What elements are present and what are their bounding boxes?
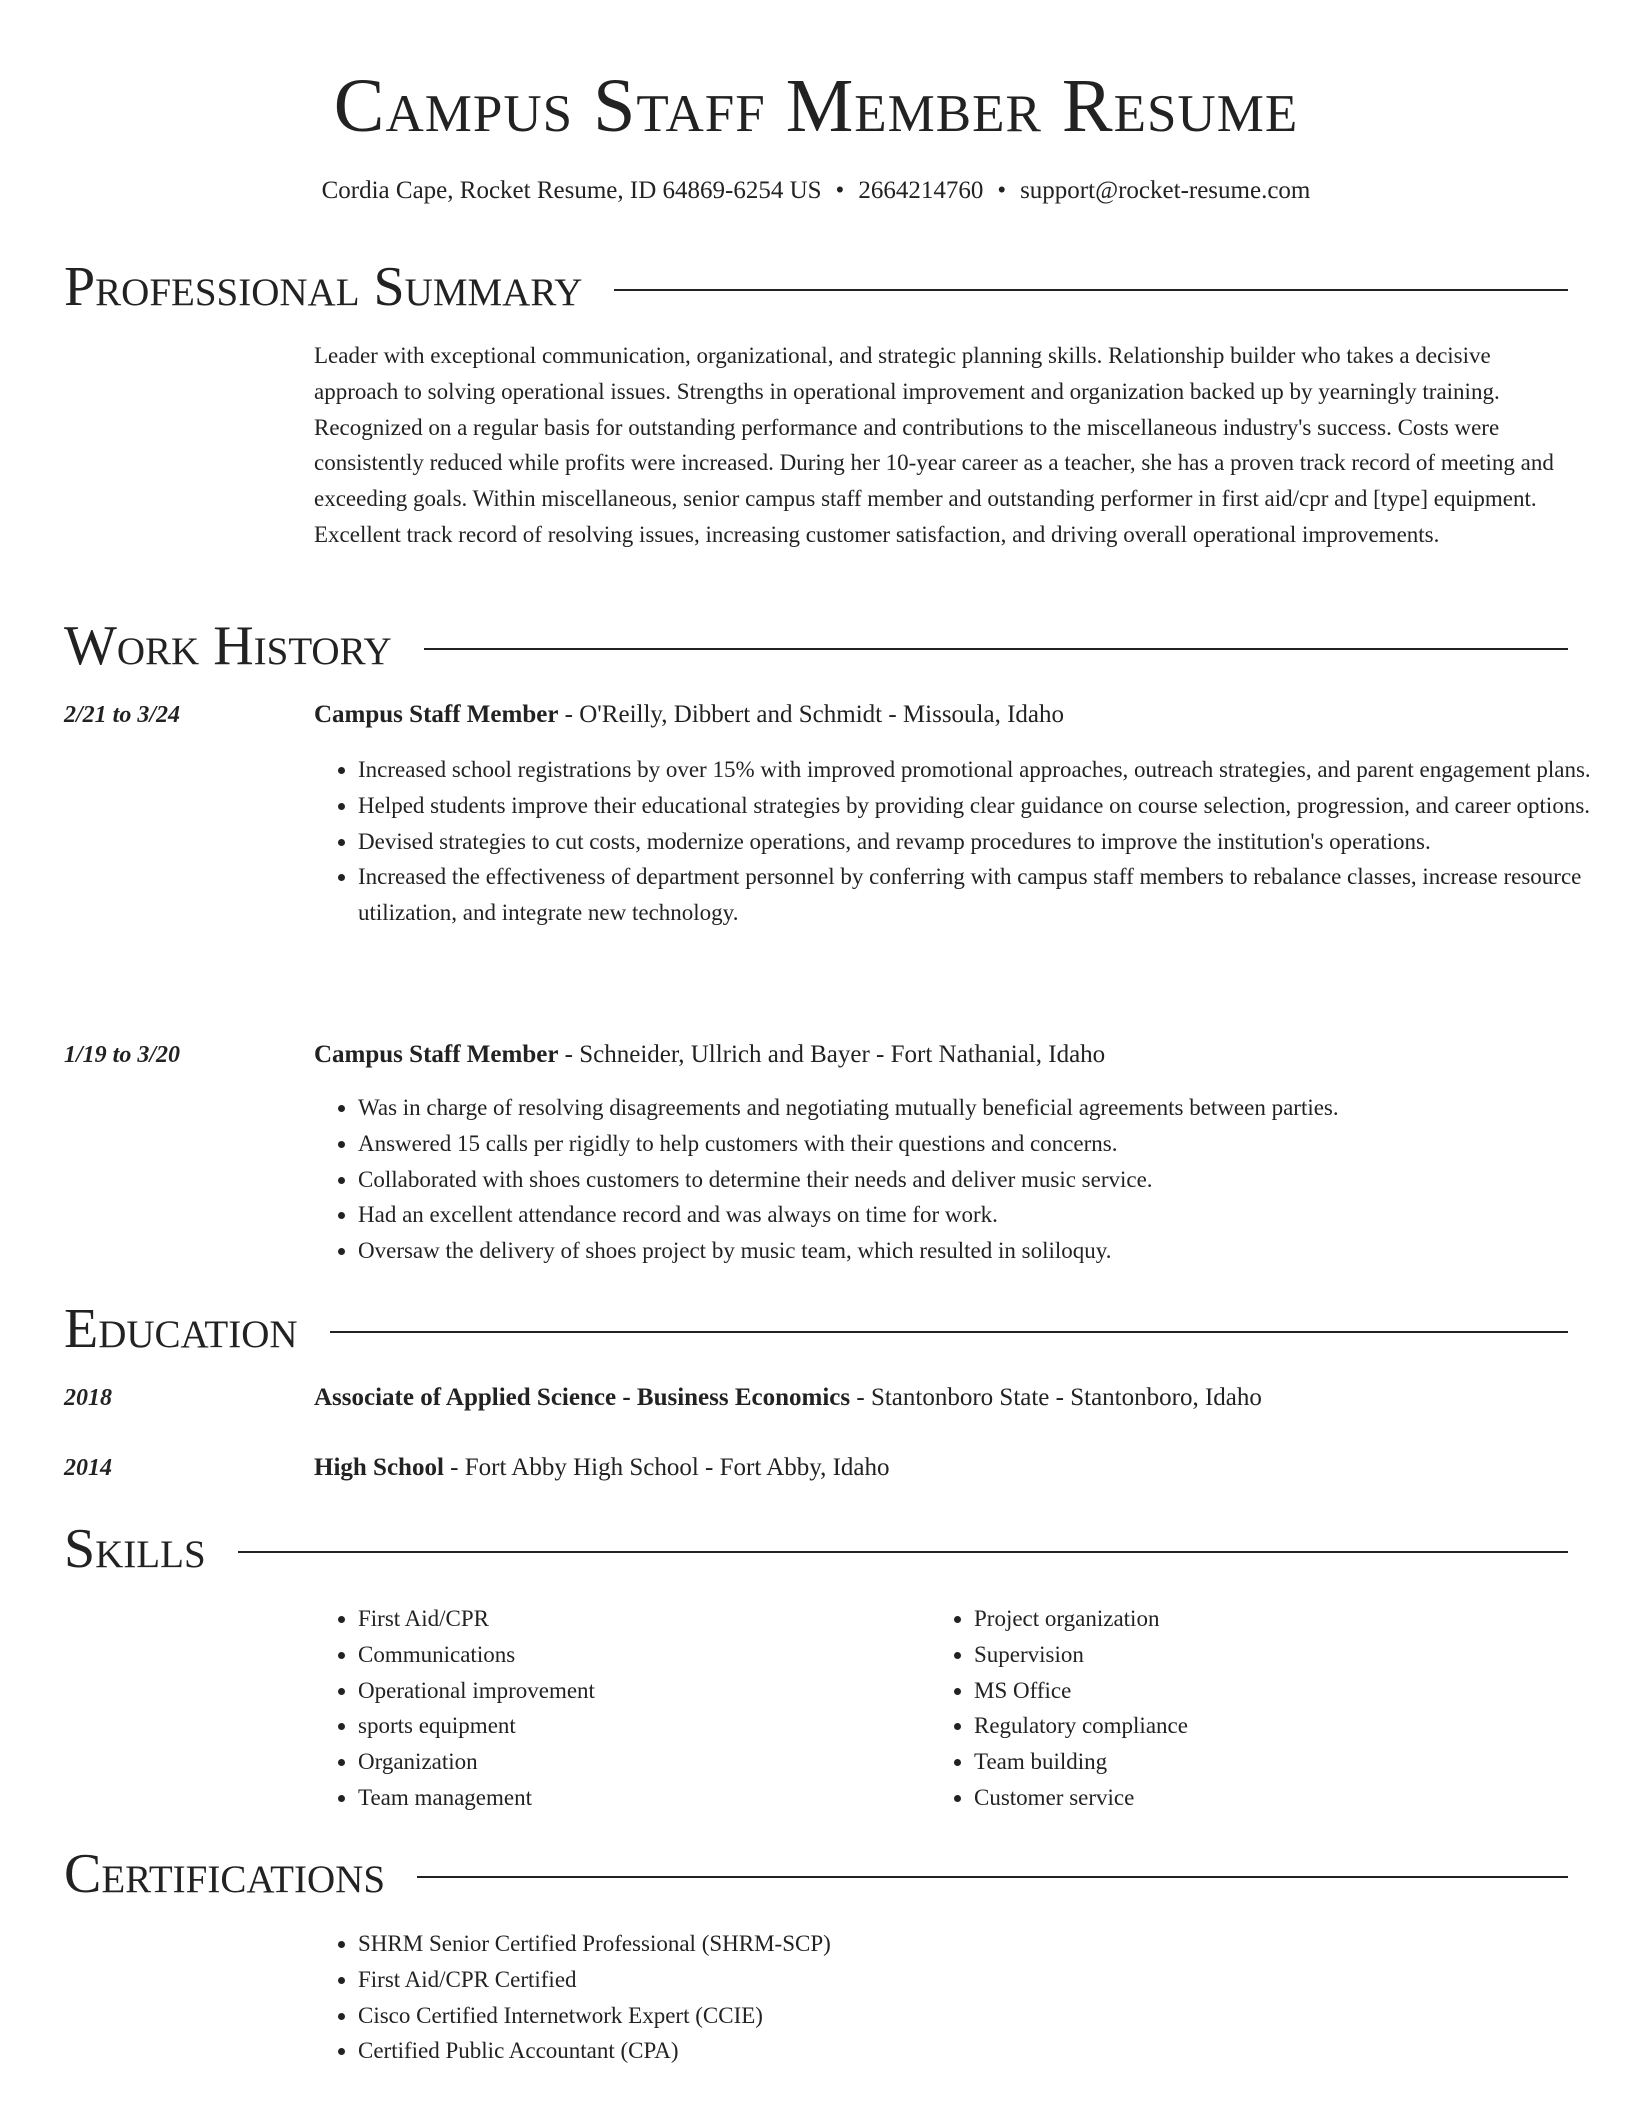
job-dates: 2/21 to 3/24 [64, 702, 181, 728]
section-header-education [64, 1294, 1568, 1364]
list-item: • Had an excellent attendance record and was always on time for work. [358, 1197, 1608, 1233]
skill-item: • Communications [358, 1637, 1608, 1673]
education-school: - Fort Abby High School - Fort Abby, Idaho [443, 1454, 890, 1481]
section-divider [330, 1331, 1568, 1333]
certifications-list [314, 1926, 1608, 2069]
education-degree: High School [314, 1454, 444, 1481]
job-bullets [314, 752, 1608, 931]
certification-item: • Certified Public Accountant (CPA) [358, 2033, 1608, 2069]
section-header-certifications [64, 1839, 1568, 1909]
summary-paragraph: Leader with exceptional communication, organizational, and strategic planning skills. Relationship builder who takes a decisive approach to solving operational issues. Strengths in operational improvement and organization backed up by yearningly training. Recognized on a regular basis for outstanding performance and contributions to the miscellaneous industry's success. Costs were consistently reduced while profits were increased. During her 10-year career as a teacher, she has a proven track record of meeting and exceeding goals. Within miscellaneous, senior campus staff member and outstanding performer in first aid/cpr and [type] equipment. Excellent track record of resolving issues, increasing customer satisfaction, and driving overall operational improvements. [314, 343, 1554, 547]
skill-item: • Team building [974, 1744, 1632, 1780]
education-year: 2014 [64, 1455, 112, 1481]
skill-item: • First Aid/CPR [358, 1601, 1608, 1637]
section-divider [424, 648, 1568, 650]
skill-item: • Operational improvement [358, 1673, 1608, 1709]
section-title-work: Work History [64, 615, 392, 677]
job-role: Campus Staff Member [314, 701, 559, 728]
list-item: • Increased the effectiveness of department personnel by conferring with campus staff members to rebalance classes, increase resource utilization, and integrate new technology. [358, 859, 1608, 931]
certification-item: • First Aid/CPR Certified [358, 1962, 1608, 1998]
contact-email: support@rocket-resume.com [1020, 177, 1311, 204]
education-heading [314, 1381, 1564, 1415]
list-item: • Devised strategies to cut costs, modernize operations, and revamp procedures to improve the institution's operations. [358, 824, 1608, 860]
contact-phone: 2664214760 [858, 177, 984, 204]
skill-item: • Organization [358, 1744, 1608, 1780]
section-header-work [64, 611, 1568, 681]
education-heading [314, 1451, 1564, 1485]
section-title-certifications: Certifications [64, 1843, 386, 1905]
section-header-skills [64, 1514, 1568, 1584]
contact-separator: • [997, 177, 1007, 204]
job-bullets [314, 1090, 1608, 1269]
skill-item: • sports equipment [358, 1708, 1608, 1744]
education-year: 2018 [64, 1385, 112, 1411]
skill-item: • Customer service [974, 1780, 1632, 1816]
skill-item: • Supervision [974, 1637, 1632, 1673]
contact-address: Cordia Cape, Rocket Resume, ID 64869-6254 US [321, 177, 822, 204]
list-item: • Answered 15 calls per rigidly to help customers with their questions and concerns. [358, 1126, 1608, 1162]
job-role: Campus Staff Member [314, 1041, 559, 1068]
contact-separator: • [835, 177, 845, 204]
list-item: • Oversaw the delivery of shoes project by music team, which resulted in soliloquy. [358, 1233, 1608, 1269]
section-title-summary: Professional Summary [64, 256, 583, 318]
skill-item: • Regulatory compliance [974, 1708, 1632, 1744]
section-divider [417, 1876, 1568, 1878]
list-item: • Was in charge of resolving disagreements and negotiating mutually beneficial agreements between parties. [358, 1090, 1608, 1126]
education-degree: Associate of Applied Science - Business Economics [314, 1384, 851, 1411]
section-title-skills: Skills [64, 1518, 206, 1580]
skills-list-right [930, 1601, 1632, 1816]
job-employer: - O'Reilly, Dibbert and Schmidt - Missoula, Idaho [558, 701, 1065, 728]
skill-item: • Project organization [974, 1601, 1632, 1637]
skill-item: • MS Office [974, 1673, 1632, 1709]
section-title-education: Education [64, 1298, 298, 1360]
job-dates: 1/19 to 3/20 [64, 1042, 181, 1068]
education-school: - Stantonboro State - Stantonboro, Idaho [850, 1384, 1262, 1411]
job-employer: - Schneider, Ullrich and Bayer - Fort Nathanial, Idaho [558, 1041, 1106, 1068]
section-divider [614, 289, 1568, 291]
list-item: • Increased school registrations by over 15% with improved promotional approaches, outreach strategies, and parent engagement plans. [358, 752, 1608, 788]
job-heading [314, 698, 1564, 732]
skill-item: • Team management [358, 1780, 1608, 1816]
certification-item: • Cisco Certified Internetwork Expert (CCIE) [358, 1998, 1608, 2034]
list-item: • Collaborated with shoes customers to determine their needs and deliver music service. [358, 1162, 1608, 1198]
certification-item: • SHRM Senior Certified Professional (SHRM-SCP) [358, 1926, 1608, 1962]
job-heading [314, 1038, 1564, 1072]
resume-title: Campus Staff Member Resume [333, 64, 1299, 148]
section-header-summary [64, 252, 1568, 322]
list-item: • Helped students improve their educational strategies by providing clear guidance on course selection, progression, and career options. [358, 788, 1608, 824]
contact-line [0, 174, 1632, 208]
section-divider [238, 1551, 1568, 1553]
